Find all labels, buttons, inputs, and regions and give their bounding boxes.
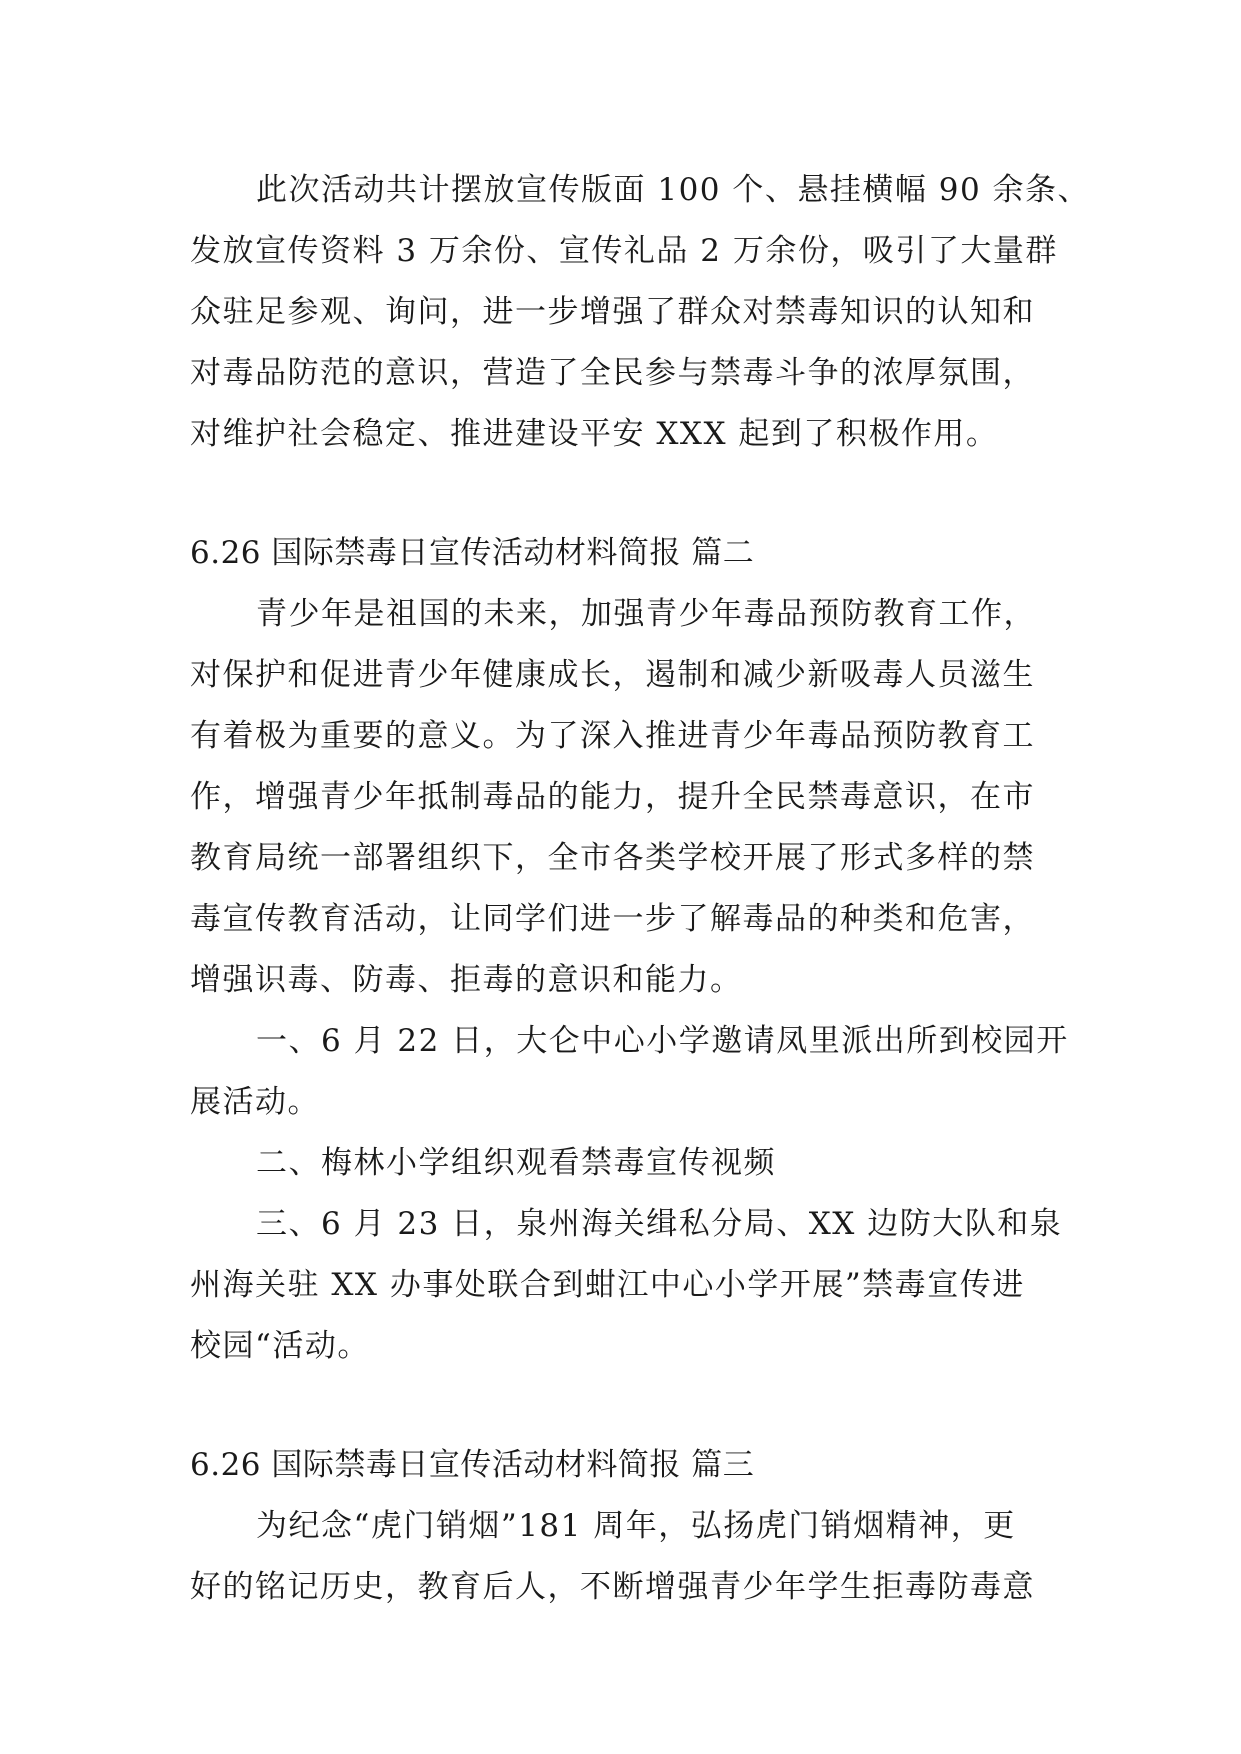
- section-gap: [190, 465, 1060, 523]
- section-1: [190, 160, 1091, 465]
- list-item-line: 校园“活动。: [190, 1328, 370, 1364]
- paragraph-line: 毒宣传教育活动，让同学们进一步了解毒品的种类和危害，: [190, 901, 1035, 937]
- paragraph-line: 此次活动共计摆放宣传版面 100 个、悬挂横幅 90 余条、: [256, 172, 1091, 208]
- paragraph-line: 为纪念“虎门销烟”181 周年，弘扬虎门销烟精神，更: [256, 1508, 1016, 1544]
- section-3: [190, 1435, 1060, 1618]
- list-item-line: 展活动。: [190, 1084, 320, 1120]
- paragraph-line: 对保护和促进青少年健康成长，遏制和减少新吸毒人员滋生: [190, 657, 1035, 693]
- section-2: [190, 523, 1069, 1377]
- paragraph-line: 增强识毒、防毒、拒毒的意识和能力。: [190, 962, 743, 998]
- list-item-line: 二、梅林小学组织观看禁毒宣传视频: [256, 1145, 776, 1181]
- list-item-line: 一、6 月 22 日，大仑中心小学邀请凤里派出所到校园开: [256, 1023, 1069, 1059]
- paragraph-line: 有着极为重要的意义。为了深入推进青少年毒品预防教育工: [190, 718, 1035, 754]
- paragraph-line: 青少年是祖国的未来，加强青少年毒品预防教育工作，: [256, 596, 1036, 632]
- paragraph-line: 对毒品防范的意识，营造了全民参与禁毒斗争的浓厚氛围，: [190, 355, 1035, 391]
- paragraph-line: 教育局统一部署组织下，全市各类学校开展了形式多样的禁: [190, 840, 1035, 876]
- paragraph-line: 众驻足参观、询问，进一步增强了群众对禁毒知识的认知和: [190, 294, 1035, 330]
- list-item-line: 州海关驻 XX 办事处联合到蚶江中心小学开展”禁毒宣传进: [190, 1267, 1025, 1303]
- section-heading: 6.26 国际禁毒日宣传活动材料简报 篇三: [190, 1447, 755, 1483]
- section-gap: [190, 1377, 1060, 1435]
- list-item-line: 三、6 月 23 日，泉州海关缉私分局、XX 边防大队和泉: [256, 1206, 1063, 1242]
- paragraph-line: 对维护社会稳定、推进建设平安 XXX 起到了积极作用。: [190, 416, 999, 452]
- document-page: [190, 160, 1091, 1618]
- paragraph-line: 好的铭记历史，教育后人，不断增强青少年学生拒毒防毒意: [190, 1569, 1035, 1605]
- paragraph-line: 发放宣传资料 3 万余份、宣传礼品 2 万余份，吸引了大量群: [190, 233, 1058, 269]
- paragraph-line: 作，增强青少年抵制毒品的能力，提升全民禁毒意识，在市: [190, 779, 1035, 815]
- section-heading: 6.26 国际禁毒日宣传活动材料简报 篇二: [190, 535, 755, 571]
